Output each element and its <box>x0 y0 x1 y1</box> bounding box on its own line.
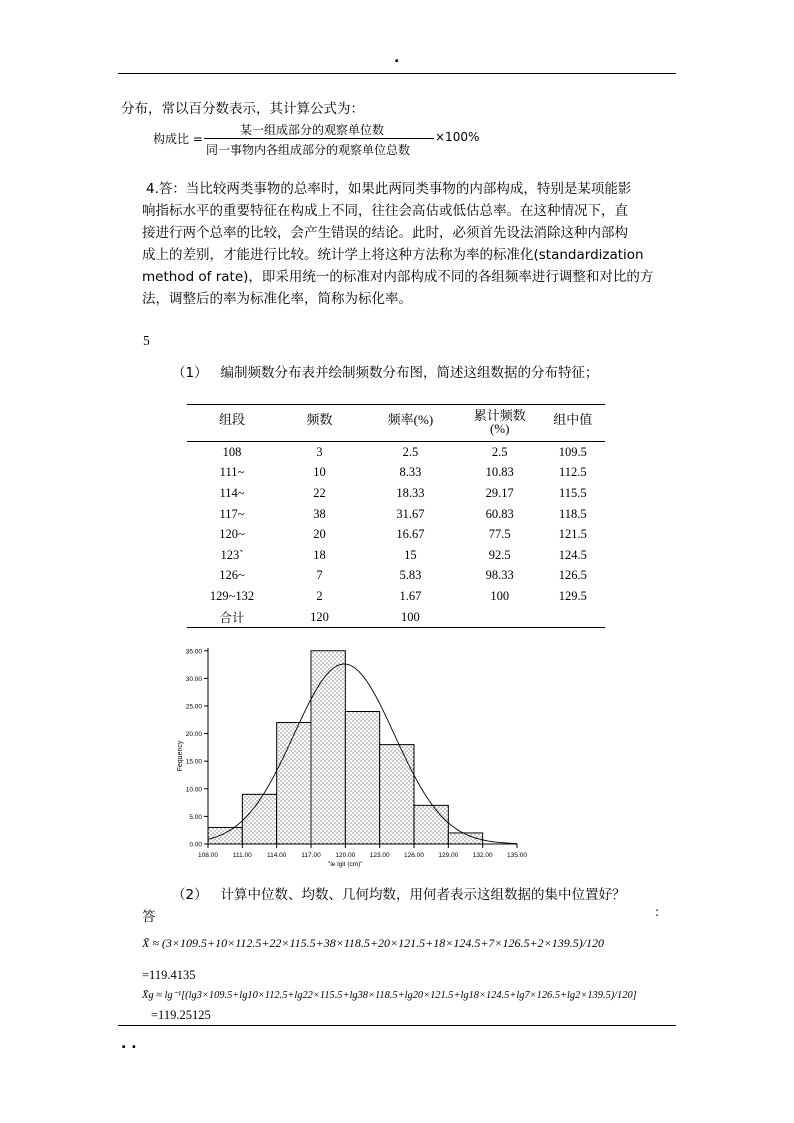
answer-4-line: 4.答：当比较两类事物的总率时，如果此两同类事物的内部构成，特别是某项能影 <box>146 181 632 197</box>
cell: 115.5 <box>558 485 587 500</box>
x-tick-label: 123.00 <box>369 852 390 859</box>
table-row <box>187 504 605 525</box>
header-cumulative: 累计频数(%) <box>473 408 526 436</box>
question-5-part1: （1） 编制频数分布表并绘制频数分布图，简述这组数据的分布特征； <box>172 365 599 381</box>
cell: 121.5 <box>558 527 587 542</box>
table-row <box>187 483 605 504</box>
answer-4-line: 响指标水平的重要特征在构成上不同，往往会高估或低估总率。在这种情况下，直 <box>142 203 628 219</box>
intro-line: 分布，常以百分数表示，其计算公式为： <box>121 101 364 117</box>
cell: 2.5 <box>402 444 419 459</box>
cell: 123` <box>220 547 244 562</box>
cell: 7 <box>316 568 323 583</box>
y-tick-label: 35.00 <box>185 648 202 656</box>
cell: 10 <box>313 465 326 480</box>
cell: 108 <box>222 444 242 459</box>
formula-suffix: ×100% <box>435 130 480 144</box>
cell: 117~ <box>219 506 245 521</box>
x-tick-label: 111.00 <box>232 852 252 859</box>
cell: 114~ <box>219 485 245 500</box>
y-tick-label: 0.00 <box>189 841 202 849</box>
cell: 8.33 <box>399 465 422 480</box>
frequency-histogram <box>160 640 530 872</box>
cell: 118.5 <box>558 506 587 521</box>
header-rate: 频率(%) <box>387 412 434 427</box>
x-tick-label: 126.00 <box>404 852 424 859</box>
cell: 129~132 <box>209 588 255 603</box>
cell: 1.67 <box>399 588 422 603</box>
formula-lhs: 构成比 = <box>153 132 203 146</box>
cell: 2 <box>316 588 323 603</box>
cell: 100 <box>401 609 420 624</box>
cell: 92.5 <box>488 547 511 562</box>
formula-numerator: 某一组成部分的观察单位数 <box>240 123 385 137</box>
cell: 18 <box>313 547 326 562</box>
x-tick-label: 132.00 <box>472 852 493 859</box>
answer-4-paragraph <box>142 178 676 310</box>
y-axis-label: Fequency <box>177 740 184 772</box>
histogram-bar <box>242 794 276 844</box>
cell: 126~ <box>219 568 245 583</box>
cell: 100 <box>490 588 510 603</box>
cell <box>541 607 605 628</box>
histogram-bar <box>208 827 242 844</box>
y-tick-label: 20.00 <box>185 731 202 739</box>
cell: 77.5 <box>488 527 511 542</box>
frequency-table <box>187 404 605 628</box>
answer-label: 答 <box>142 909 156 925</box>
y-tick-label: 5.00 <box>189 813 202 821</box>
histogram-bar <box>345 711 379 844</box>
cell: 20 <box>313 527 326 542</box>
histogram-bar <box>380 745 414 844</box>
cell: 2.5 <box>491 444 508 459</box>
table-row <box>187 442 605 463</box>
cell: 112.5 <box>558 465 587 480</box>
mean-result: =119.4135 <box>142 968 196 982</box>
cell: 126.5 <box>558 568 587 583</box>
cell: 29.17 <box>485 485 514 500</box>
table-header-row <box>187 405 605 442</box>
y-tick-label: 30.00 <box>185 675 202 683</box>
cell: 124.5 <box>558 547 587 562</box>
x-tick-label: 108.00 <box>198 852 218 859</box>
histogram-bar <box>414 805 448 844</box>
cell: 120~ <box>219 527 245 542</box>
cell: 111~ <box>219 465 245 480</box>
y-tick-label: 15.00 <box>185 758 202 766</box>
cell: 60.83 <box>485 506 514 521</box>
cell: 109.5 <box>558 444 587 459</box>
table-row <box>187 545 605 566</box>
x-tick-label: 120.00 <box>335 852 356 859</box>
cell: 5.83 <box>399 568 422 583</box>
geometric-mean-result: =119.25125 <box>151 1008 211 1022</box>
cell <box>459 607 541 628</box>
cell: 16.67 <box>396 527 425 542</box>
x-axis-label: "ie lgit (cm)" <box>328 861 363 868</box>
cell: 120 <box>310 609 329 624</box>
answer-4-line: 成上的差别，才能进行比较。统计学上将这种方法称为率的标准化(standardization <box>142 247 644 263</box>
y-tick-label: 10.00 <box>185 786 202 794</box>
cell: 129.5 <box>558 588 587 603</box>
x-tick-label: 129.00 <box>438 852 459 859</box>
x-tick-label: 114.00 <box>266 852 287 859</box>
cell: 98.33 <box>485 568 514 583</box>
cell: 10.83 <box>485 465 514 480</box>
table-total-row <box>187 607 605 628</box>
cell: 31.67 <box>396 506 425 521</box>
question-5-part2: （2） 计算中位数、均数、几何均数，用何者表示这组数据的集中位置好？ <box>172 887 626 903</box>
table-row <box>187 524 605 545</box>
answer-4-line: 接进行两个总率的比较，会产生错误的结论。此时，必须首先设法消除这种内部构 <box>142 225 628 241</box>
geometric-mean-formula: X̄g ≈ lg⁻¹[(lg3×109.5+lg10×112.5+lg22×115.5+lg38×118.5+lg20×121.5+lg18×124.5+lg7×126.5+lg2×139.5)/120] <box>142 990 637 1001</box>
question-5-number: 5 <box>143 333 150 348</box>
footer-rule <box>118 1025 676 1026</box>
header-midpoint: 组中值 <box>553 412 593 427</box>
header-frequency: 频数 <box>306 412 333 427</box>
answer-4-line: method of rate)，即采用统一的标准对内部构成不同的各组频率进行调整和对比的方 <box>142 269 654 285</box>
footer-mark: . . <box>121 1036 137 1052</box>
cell: 38 <box>313 506 326 521</box>
table-row <box>187 566 605 587</box>
y-tick-label: 25.00 <box>185 703 202 711</box>
header-rule <box>118 73 676 74</box>
cell: 15 <box>404 547 417 562</box>
histogram-bar <box>311 651 345 844</box>
cell: 22 <box>313 485 326 500</box>
histogram-bar <box>277 723 311 844</box>
mean-formula: X̄ ≈ (3×109.5+10×112.5+22×115.5+38×118.5+20×121.5+18×124.5+7×126.5+2×139.5)/120 <box>142 936 605 950</box>
x-tick-label: 117.00 <box>301 852 321 859</box>
answer-colon: : <box>655 905 660 919</box>
table-row <box>187 463 605 484</box>
answer-4-line: 法，调整后的率为标准化率，简称为标化率。 <box>142 291 412 307</box>
cell: 18.33 <box>396 485 425 500</box>
header-group: 组段 <box>218 412 245 427</box>
header-mark: . <box>394 50 400 66</box>
x-tick-label: 135.00 <box>507 852 527 859</box>
cell: 合计 <box>219 611 245 626</box>
cell: 3 <box>316 444 323 459</box>
formula-denominator: 同一事物内各组成部分的观察单位总数 <box>206 143 411 157</box>
table-row <box>187 586 605 607</box>
formula-fraction-line <box>204 138 434 139</box>
